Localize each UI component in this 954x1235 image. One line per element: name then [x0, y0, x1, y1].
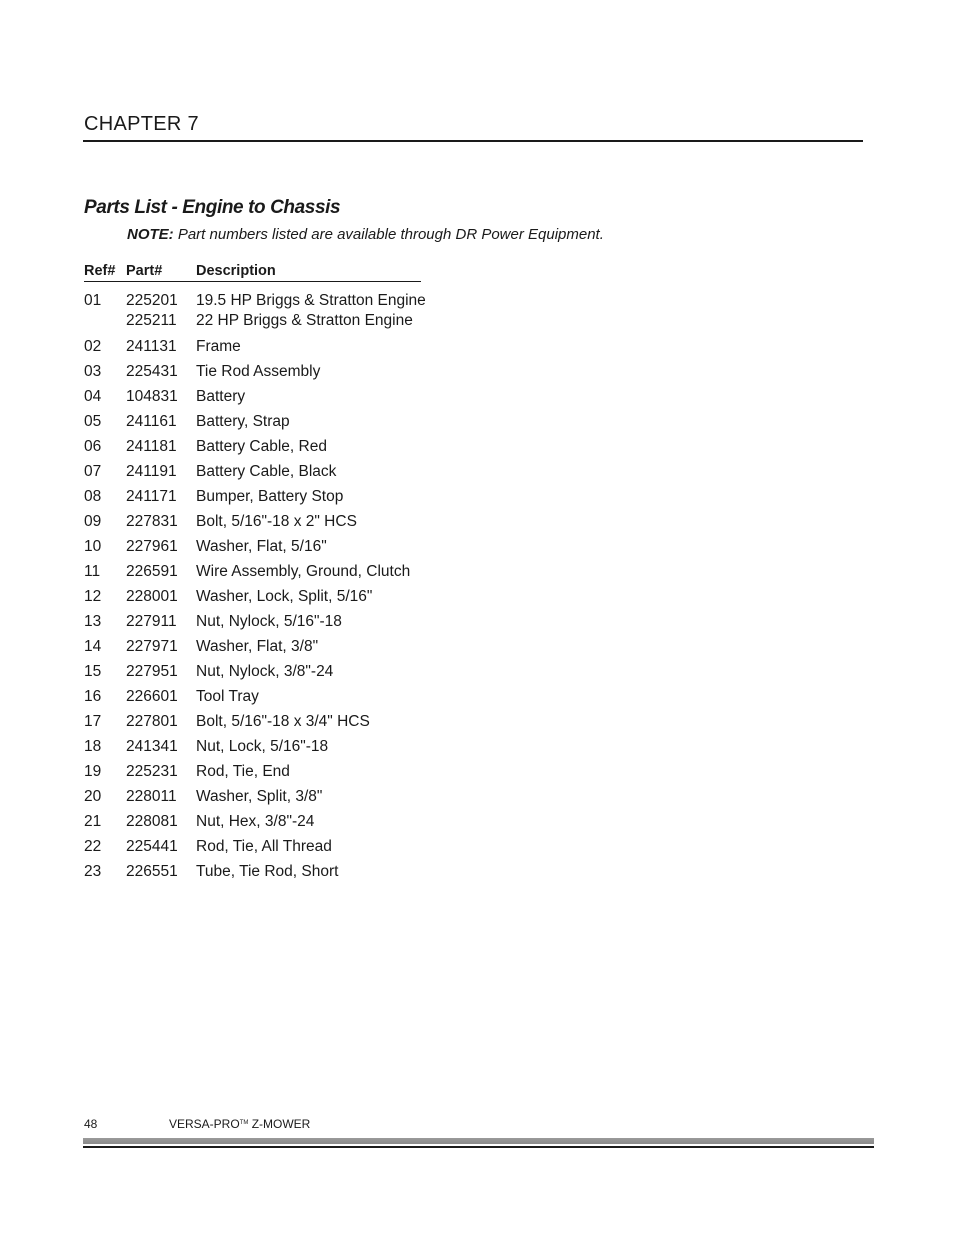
ref-cell: 04 [84, 388, 102, 405]
table-row [84, 409, 584, 434]
part-number-cell: 227961 [126, 538, 178, 555]
part-number-cell: 226601 [126, 688, 178, 705]
product-name [169, 1116, 310, 1132]
description-cell: Nut, Lock, 5/16"-18 [196, 738, 329, 755]
table-row [84, 434, 584, 459]
table-header [84, 262, 421, 282]
part-number-cell: 228081 [126, 813, 178, 830]
description-cell: Washer, Flat, 3/8" [196, 638, 319, 655]
part-number-cell: 226551 [126, 863, 178, 880]
description-cell: Battery, Strap [196, 413, 290, 430]
part-number-cell: 241161 [126, 413, 177, 430]
ref-cell: 15 [84, 663, 102, 680]
table-row [84, 384, 584, 409]
table-row [84, 459, 584, 484]
table-row [84, 310, 584, 331]
part-number-cell: 104831 [126, 388, 178, 405]
table-row [84, 634, 584, 659]
description-cell: 19.5 HP Briggs & Stratton Engine [196, 292, 426, 309]
table-row [84, 484, 584, 509]
part-number-cell: 241171 [126, 488, 177, 505]
table-row [84, 759, 584, 784]
description-cell: Tube, Tie Rod, Short [196, 863, 339, 880]
ref-cell: 03 [84, 363, 102, 380]
table-row [84, 534, 584, 559]
description-cell: Tool Tray [196, 688, 259, 705]
ref-cell: 21 [84, 813, 102, 830]
description-cell: Tie Rod Assembly [196, 363, 321, 380]
description-cell: Bolt, 5/16"-18 x 2" HCS [196, 513, 357, 530]
description-cell: Battery Cable, Red [196, 438, 327, 455]
ref-cell: 23 [84, 863, 102, 880]
product-name-b: Z-MOWER [248, 1117, 311, 1131]
ref-cell: 20 [84, 788, 102, 805]
description-cell: Washer, Flat, 5/16" [196, 538, 327, 555]
table-row [84, 584, 584, 609]
chapter-header [83, 110, 863, 142]
table-row [84, 859, 584, 884]
description-cell: Wire Assembly, Ground, Clutch [196, 563, 411, 580]
table-row [84, 659, 584, 684]
part-number-cell: 228011 [126, 788, 177, 805]
description-cell: Rod, Tie, End [196, 763, 290, 780]
note-label: NOTE: [127, 226, 174, 243]
table-row [84, 609, 584, 634]
description-cell: Frame [196, 338, 241, 355]
ref-cell: 01 [84, 292, 102, 309]
ref-cell: 06 [84, 438, 102, 455]
part-number-cell: 227801 [126, 713, 178, 730]
ref-cell: 17 [84, 713, 102, 730]
description-cell: 22 HP Briggs & Stratton Engine [196, 312, 413, 329]
ref-cell: 16 [84, 688, 102, 705]
section-title: Parts List - Engine to Chassis [84, 197, 341, 218]
part-number-cell: 227971 [126, 638, 178, 655]
description-cell: Nut, Nylock, 5/16"-18 [196, 613, 342, 630]
table-row [84, 734, 584, 759]
table-row [84, 709, 584, 734]
description-cell: Washer, Split, 3/8" [196, 788, 323, 805]
header-ref: Ref# [84, 263, 116, 279]
part-number-cell: 226591 [126, 563, 178, 580]
table-row [84, 509, 584, 534]
table-row [84, 359, 584, 384]
ref-cell: 11 [84, 563, 101, 580]
ref-cell: 10 [84, 538, 102, 555]
description-cell: Battery [196, 388, 246, 405]
table-row [84, 684, 584, 709]
trademark-mark: TM [239, 1120, 249, 1126]
part-number-cell: 241131 [126, 338, 177, 355]
part-number-cell: 225441 [126, 838, 178, 855]
ref-cell: 07 [84, 463, 102, 480]
note [127, 225, 604, 245]
part-number-cell: 225201 [126, 292, 178, 309]
table-row [84, 559, 584, 584]
ref-cell: 08 [84, 488, 102, 505]
table-row [84, 834, 584, 859]
part-number-cell: 228001 [126, 588, 178, 605]
part-number-cell: 241341 [126, 738, 178, 755]
ref-cell: 14 [84, 638, 102, 655]
table-row [84, 784, 584, 809]
description-cell: Bolt, 5/16"-18 x 3/4" HCS [196, 713, 370, 730]
description-cell: Rod, Tie, All Thread [196, 838, 332, 855]
part-number-cell: 225231 [126, 763, 178, 780]
ref-cell: 02 [84, 338, 102, 355]
table-row [84, 334, 584, 359]
footer-bar [83, 1138, 874, 1148]
parts-table [84, 288, 584, 884]
ref-cell: 13 [84, 613, 102, 630]
ref-cell: 22 [84, 838, 102, 855]
description-cell: Washer, Lock, Split, 5/16" [196, 588, 373, 605]
part-number-cell: 225211 [126, 312, 177, 329]
part-number-cell: 227951 [126, 663, 178, 680]
header-part: Part# [126, 263, 163, 279]
part-number-cell: 227831 [126, 513, 178, 530]
note-text: Part numbers listed are available through DR Power Equipment. [173, 226, 604, 243]
table-row [84, 809, 584, 834]
description-cell: Nut, Nylock, 3/8"-24 [196, 663, 334, 680]
part-number-cell: 225431 [126, 363, 178, 380]
product-name-a: VERSA-PRO [169, 1117, 240, 1131]
description-cell: Battery Cable, Black [196, 463, 337, 480]
chapter-title: CHAPTER 7 [84, 113, 199, 135]
part-number-cell: 241181 [126, 438, 177, 455]
description-cell: Bumper, Battery Stop [196, 488, 344, 505]
ref-cell: 05 [84, 413, 102, 430]
page-number: 48 [84, 1117, 98, 1131]
ref-cell: 19 [84, 763, 102, 780]
ref-cell: 12 [84, 588, 102, 605]
part-number-cell: 241191 [126, 463, 177, 480]
header-description: Description [196, 263, 276, 279]
ref-cell: 18 [84, 738, 102, 755]
description-cell: Nut, Hex, 3/8"-24 [196, 813, 315, 830]
part-number-cell: 227911 [126, 613, 177, 630]
ref-cell: 09 [84, 513, 102, 530]
